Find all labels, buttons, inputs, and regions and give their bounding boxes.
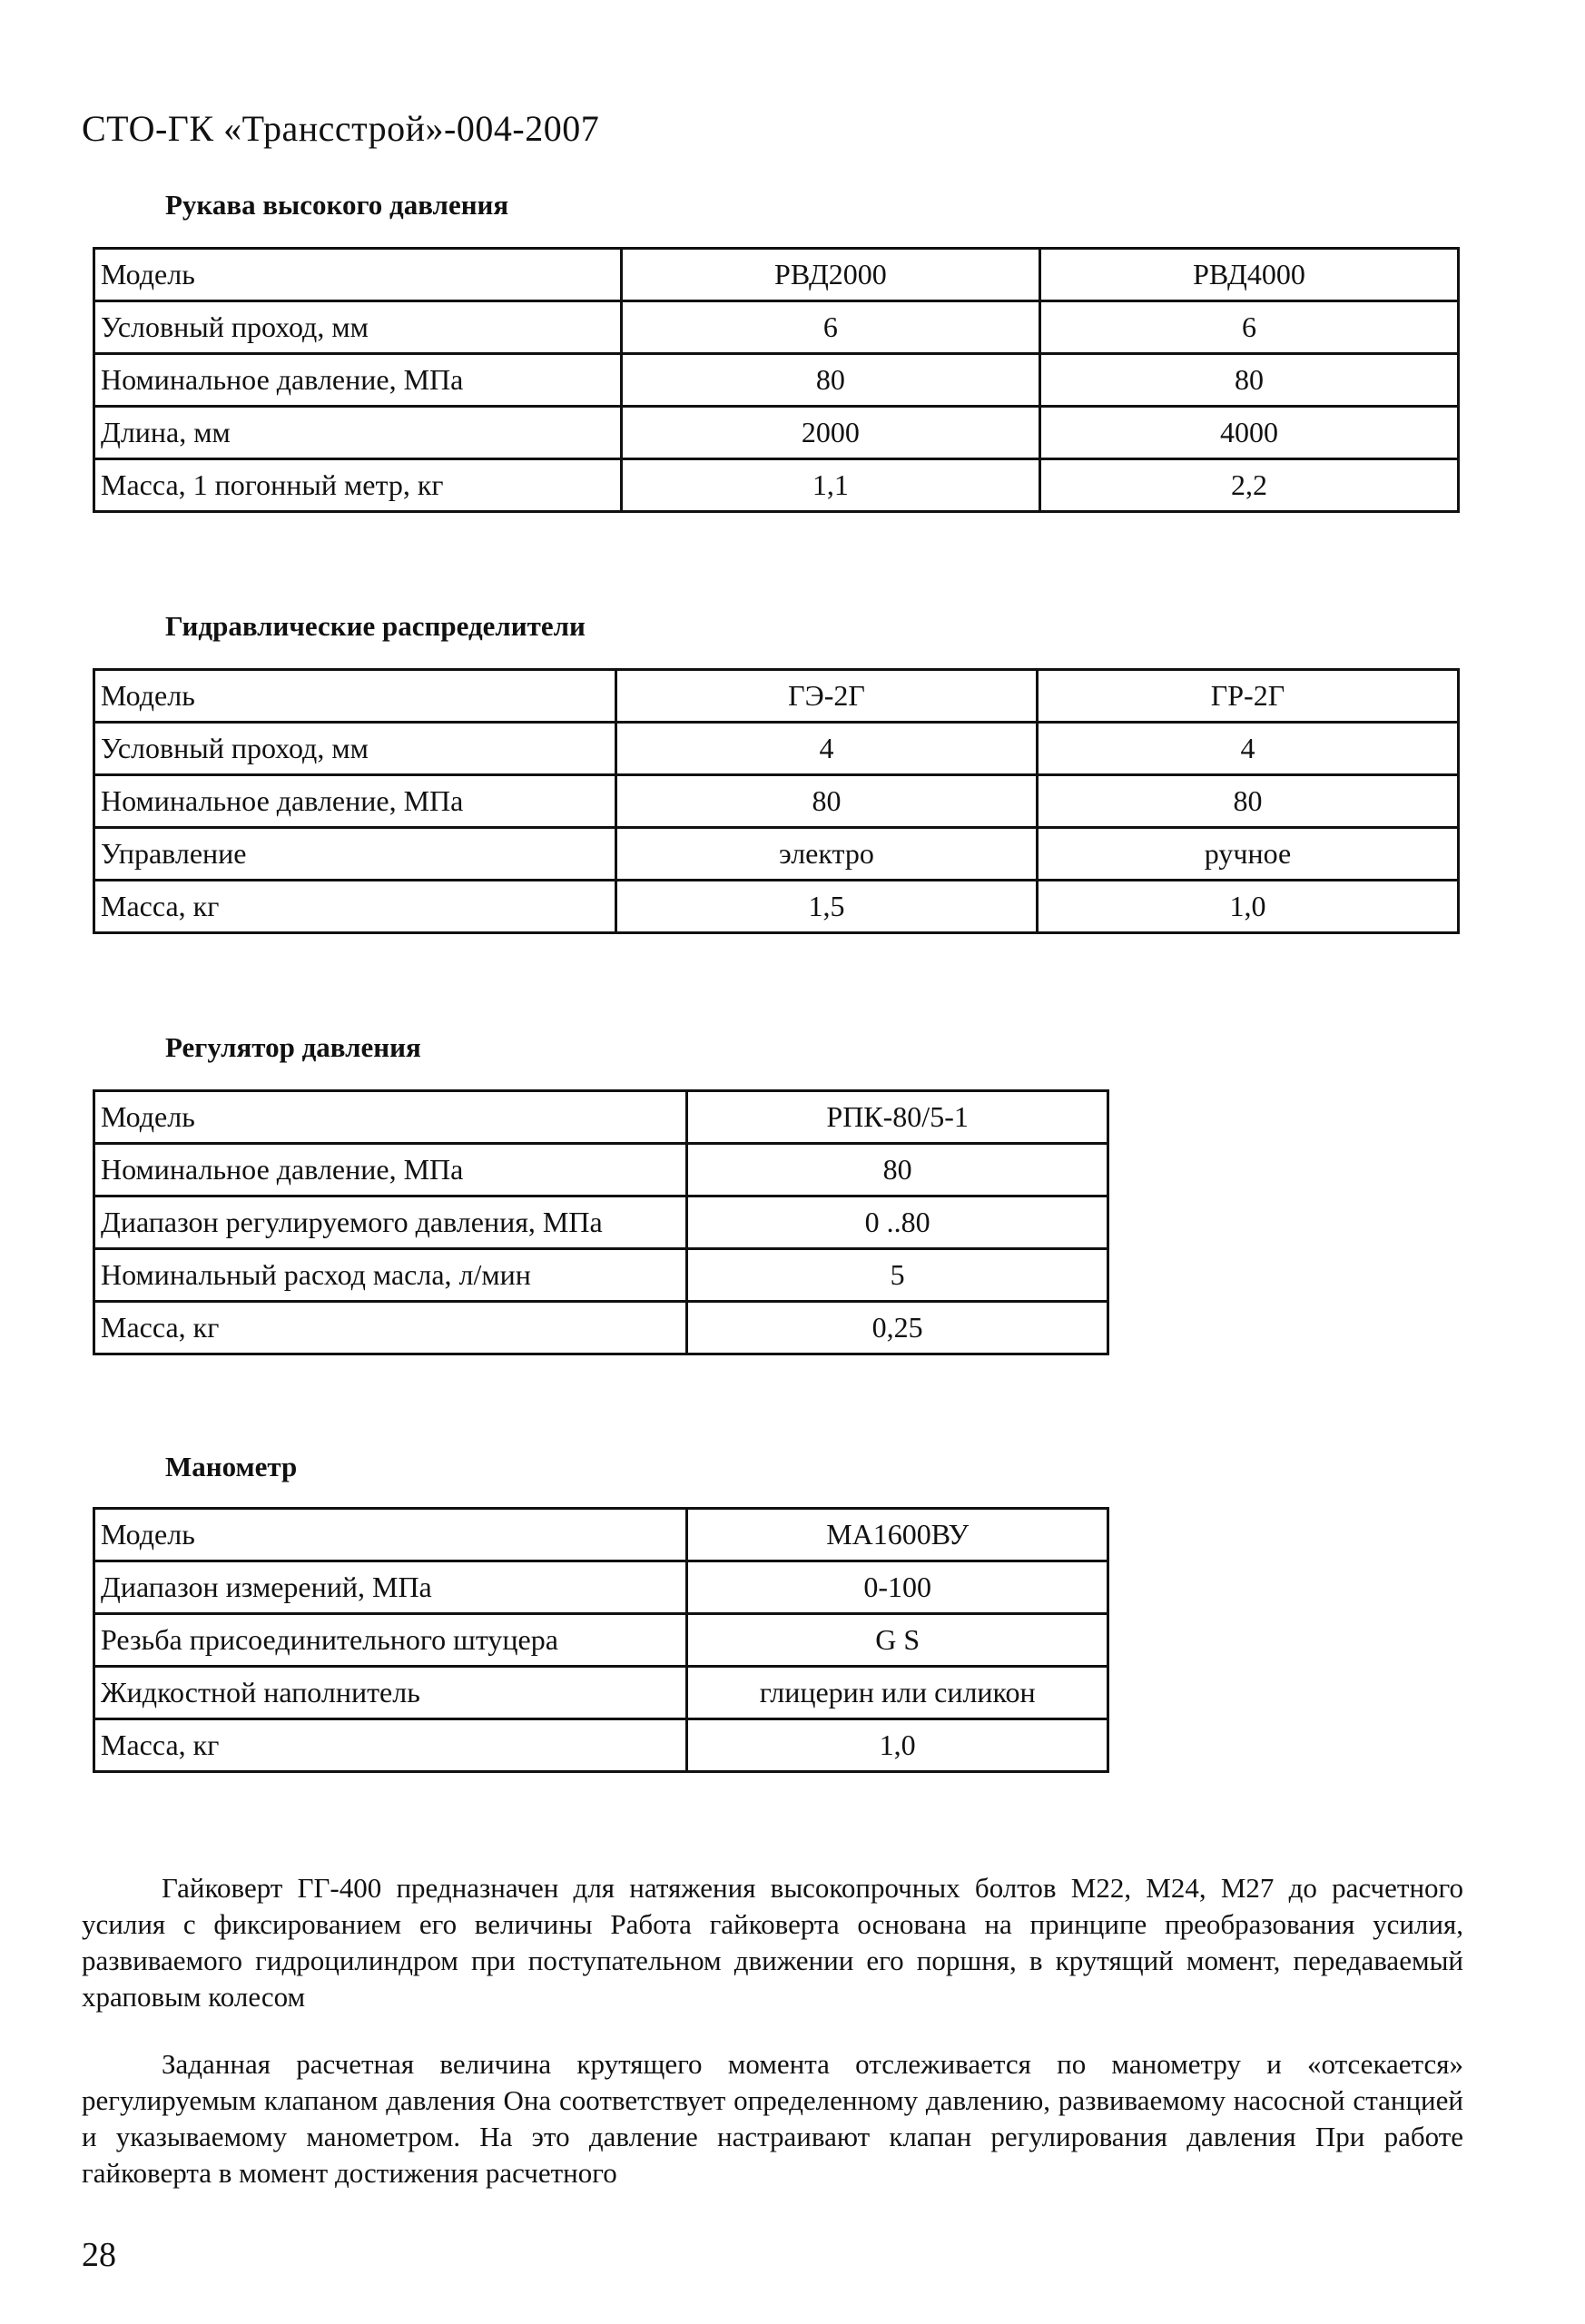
table-cell: Масса, кг xyxy=(94,881,616,933)
table-cell: МА1600ВУ xyxy=(687,1509,1108,1561)
table-row xyxy=(94,723,1459,775)
distributors-table xyxy=(93,668,1460,934)
section-title-regulator: Регулятор давления xyxy=(165,1031,421,1063)
manometer-table xyxy=(93,1507,1109,1773)
table-cell: 80 xyxy=(615,775,1037,828)
table-cell: РПК-80/5-1 xyxy=(687,1091,1108,1144)
table-cell: глицерин или силикон xyxy=(687,1667,1108,1719)
table-cell: 6 xyxy=(1039,301,1458,354)
body-text xyxy=(82,1870,1463,2015)
page-number: 28 xyxy=(82,2236,116,2274)
table-cell: 0,25 xyxy=(687,1302,1108,1354)
table-row xyxy=(94,670,1459,723)
table-cell: G S xyxy=(687,1614,1108,1667)
table-cell: Резьба присоединительного штуцера xyxy=(94,1614,687,1667)
table-cell: Длина, мм xyxy=(94,407,622,459)
table-cell: 0-100 xyxy=(687,1561,1108,1614)
table-cell: ГР-2Г xyxy=(1037,670,1458,723)
table-cell: 80 xyxy=(1039,354,1458,407)
paragraph: Заданная расчетная величина крутящего момента отслеживается по манометру и «отсекается» регулируемым клапаном давления Она соответствует определенному давлению, развиваемому насосной станцией и указываемому манометром. На это давление настраивают клапан регулирования давления При работе гайковерта в момент достижения расчетного xyxy=(82,2048,1463,2189)
table-cell: электро xyxy=(615,828,1037,881)
table-row xyxy=(94,1561,1108,1614)
table-row xyxy=(94,1144,1108,1196)
table-row xyxy=(94,249,1459,301)
table-cell: 80 xyxy=(1037,775,1458,828)
table-row xyxy=(94,1667,1108,1719)
table-cell: Номинальный расход масла, л/мин xyxy=(94,1249,687,1302)
table-cell: 1,5 xyxy=(615,881,1037,933)
table-cell: Диапазон регулируемого давления, МПа xyxy=(94,1196,687,1249)
table-row xyxy=(94,1091,1108,1144)
table-cell: Масса, кг xyxy=(94,1719,687,1772)
table-cell: Модель xyxy=(94,1091,687,1144)
table-cell: Жидкостной наполнитель xyxy=(94,1667,687,1719)
table-cell: Условный проход, мм xyxy=(94,301,622,354)
regulator-table xyxy=(93,1089,1109,1355)
table-cell: ГЭ-2Г xyxy=(615,670,1037,723)
table-row xyxy=(94,1196,1108,1249)
table-row xyxy=(94,407,1459,459)
table-cell: Модель xyxy=(94,249,622,301)
table-row xyxy=(94,354,1459,407)
table-cell: 5 xyxy=(687,1249,1108,1302)
table-cell: 2000 xyxy=(621,407,1039,459)
body-text xyxy=(82,2046,1463,2191)
table-cell: 1,1 xyxy=(621,459,1039,512)
table-cell: 4 xyxy=(615,723,1037,775)
table-row xyxy=(94,828,1459,881)
table-cell: Диапазон измерений, МПа xyxy=(94,1561,687,1614)
table-cell: 4 xyxy=(1037,723,1458,775)
table-row xyxy=(94,775,1459,828)
table-cell: 4000 xyxy=(1039,407,1458,459)
table-cell: 80 xyxy=(687,1144,1108,1196)
table-cell: Номинальное давление, МПа xyxy=(94,354,622,407)
table-cell: 80 xyxy=(621,354,1039,407)
section-title-manometer: Манометр xyxy=(165,1451,298,1482)
table-cell: 6 xyxy=(621,301,1039,354)
table-row xyxy=(94,1719,1108,1772)
section-title-distributors: Гидравлические распределители xyxy=(165,610,586,642)
table-row xyxy=(94,1614,1108,1667)
table-cell: Модель xyxy=(94,1509,687,1561)
table-cell: 1,0 xyxy=(1037,881,1458,933)
table-cell: Условный проход, мм xyxy=(94,723,616,775)
table-cell: РВД4000 xyxy=(1039,249,1458,301)
table-row xyxy=(94,1249,1108,1302)
table-row xyxy=(94,1302,1108,1354)
table-cell: Модель xyxy=(94,670,616,723)
table-row xyxy=(94,881,1459,933)
paragraph: Гайковерт ГГ-400 предназначен для натяжения высокопрочных болтов М22, М24, М27 до расчетного усилия с фиксированием его величины Работа гайковерта основана на принципе преобразования усилия, развиваемого гидроцилиндром при поступательном движении его поршня, в крутящий момент, передаваемый храповым колесом xyxy=(82,1872,1463,2013)
hoses-table xyxy=(93,247,1460,513)
table-row xyxy=(94,1509,1108,1561)
table-cell: Масса, кг xyxy=(94,1302,687,1354)
table-cell: Масса, 1 погонный метр, кг xyxy=(94,459,622,512)
document-header: СТО-ГК «Трансстрой»-004-2007 xyxy=(82,108,600,149)
table-row xyxy=(94,459,1459,512)
table-row xyxy=(94,301,1459,354)
table-cell: 2,2 xyxy=(1039,459,1458,512)
table-cell: ручное xyxy=(1037,828,1458,881)
table-cell: РВД2000 xyxy=(621,249,1039,301)
section-title-hoses: Рукава высокого давления xyxy=(165,189,509,221)
table-cell: Номинальное давление, МПа xyxy=(94,1144,687,1196)
table-cell: Номинальное давление, МПа xyxy=(94,775,616,828)
table-cell: 0 ..80 xyxy=(687,1196,1108,1249)
table-cell: Управление xyxy=(94,828,616,881)
table-cell: 1,0 xyxy=(687,1719,1108,1772)
